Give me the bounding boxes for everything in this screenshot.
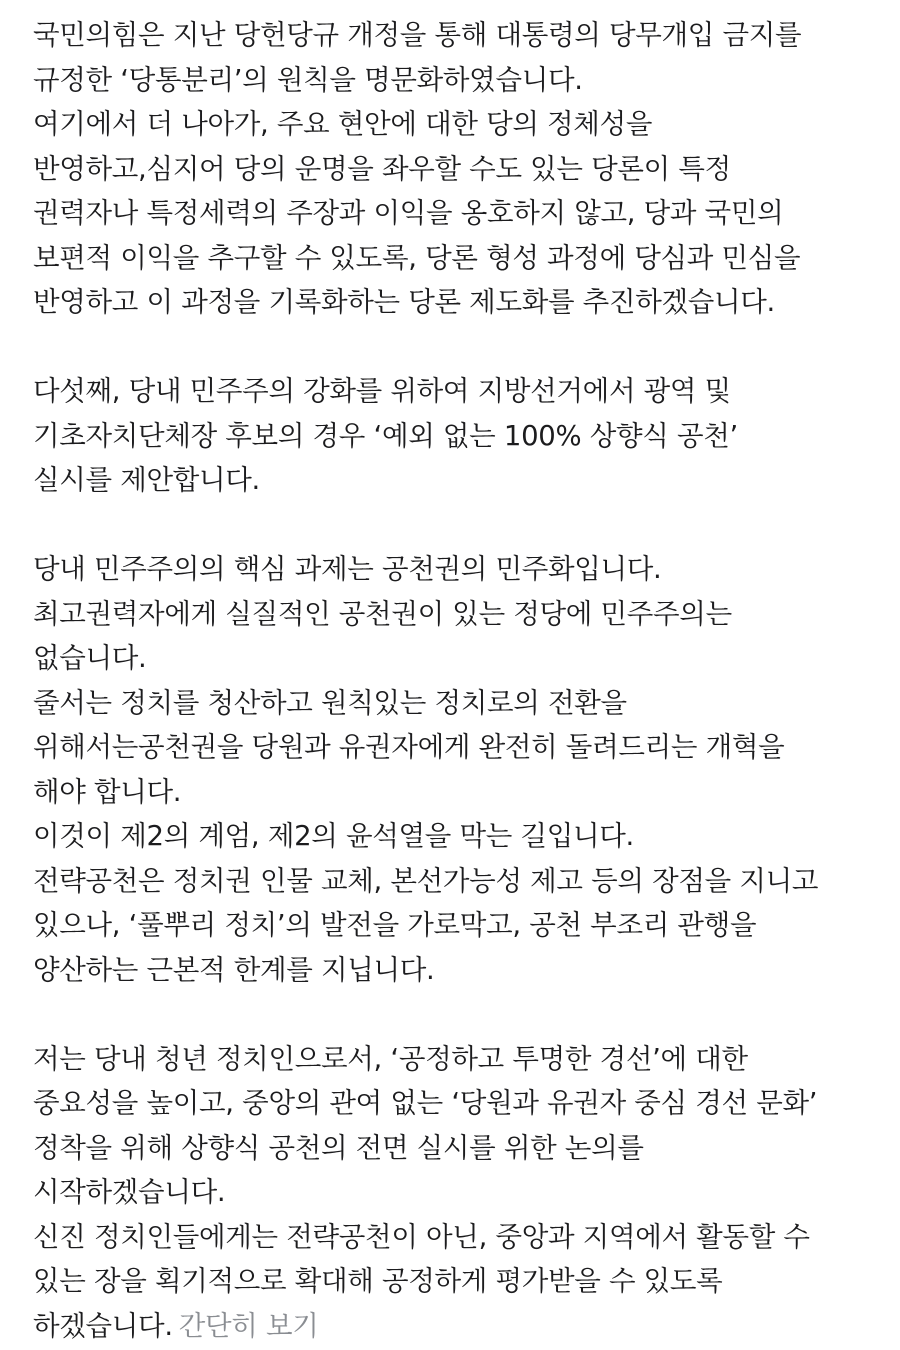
- text-line: 해야 합니다.: [33, 775, 182, 808]
- text-line: 국민의힘은 지난 당헌당규 개정을 통해 대통령의 당무개입 금지를: [33, 19, 802, 51]
- text-line: 실시를 제안합니다.: [33, 464, 261, 496]
- text-line: 권력자나 특정세력의 주장과 이익을 옹호하지 않고, 당과 국민의: [33, 197, 784, 229]
- text-line: 있으나, ‘풀뿌리 정치’의 발전을 가로막고, 공천 부조리 관행을: [33, 909, 757, 941]
- text-line: 반영하고,심지어 당의 운명을 좌우할 수도 있는 당론이 특정: [33, 152, 731, 185]
- last-text-line: [33, 1304, 870, 1349]
- text-line: 신진 정치인들에게는 전략공천이 아닌, 중앙과 지역에서 활동할 수: [33, 1220, 810, 1253]
- collapse-link[interactable]: 간단히 보기: [178, 1309, 319, 1342]
- text-line: 정착을 위해 상향식 공천의 전면 실시를 위한 논의를: [33, 1131, 644, 1164]
- text-line: 규정한 ‘당통분리’의 원칙을 명문화하였습니다.: [33, 63, 583, 96]
- text-line: 있는 장을 획기적으로 확대해 공정하게 평가받을 수 있도록: [33, 1265, 723, 1297]
- text-line: 저는 당내 청년 정치인으로서, ‘공정하고 투명한 경선’에 대한: [33, 1042, 748, 1075]
- text-line: 당내 민주주의의 핵심 과제는 공천권의 민주화입니다.: [33, 553, 662, 585]
- text-line-content: 하겠습니다.: [33, 1309, 173, 1342]
- text-line: 위해서는공천권을 당원과 유권자에게 완전히 돌려드리는 개혁을: [33, 731, 785, 763]
- text-line: 기초자치단체장 후보의 경우 ‘예외 없는 100% 상향식 공천’: [33, 419, 738, 452]
- text-line: 양산하는 근본적 한계를 지닙니다.: [33, 953, 435, 986]
- text-line: 이것이 제2의 계엄, 제2의 윤석열을 막는 길입니다.: [33, 820, 634, 852]
- text-line: 반영하고 이 과정을 기록화하는 당론 제도화를 추진하겠습니다.: [33, 286, 775, 318]
- paragraph-2: [33, 369, 870, 503]
- text-line: 시작하겠습니다.: [33, 1176, 226, 1208]
- paragraph-spacer: [33, 503, 870, 548]
- text-line: 보편적 이익을 추구할 수 있도록, 당론 형성 과정에 당심과 민심을: [33, 241, 801, 274]
- text-line: 전략공천은 정치권 인물 교체, 본선가능성 제고 등의 장점을 지니고: [33, 864, 819, 897]
- text-line: 최고권력자에게 실질적인 공천권이 있는 정당에 민주주의는: [33, 597, 732, 630]
- paragraph-3: [33, 547, 870, 992]
- paragraph-spacer: [33, 325, 870, 370]
- text-line: 다섯째, 당내 민주주의 강화를 위하여 지방선거에서 광역 및: [33, 375, 731, 407]
- text-line: 없습니다.: [33, 642, 147, 674]
- text-line: 중요성을 높이고, 중앙의 관여 없는 ‘당원과 유권자 중심 경선 문화’: [33, 1087, 818, 1119]
- paragraph-1: [33, 13, 870, 325]
- text-line: 줄서는 정치를 청산하고 원칙있는 정치로의 전환을: [33, 686, 627, 719]
- paragraph-spacer: [33, 992, 870, 1037]
- paragraph-4: [33, 1037, 870, 1349]
- text-line: 여기에서 더 나아가, 주요 현안에 대한 당의 정체성을: [33, 108, 653, 140]
